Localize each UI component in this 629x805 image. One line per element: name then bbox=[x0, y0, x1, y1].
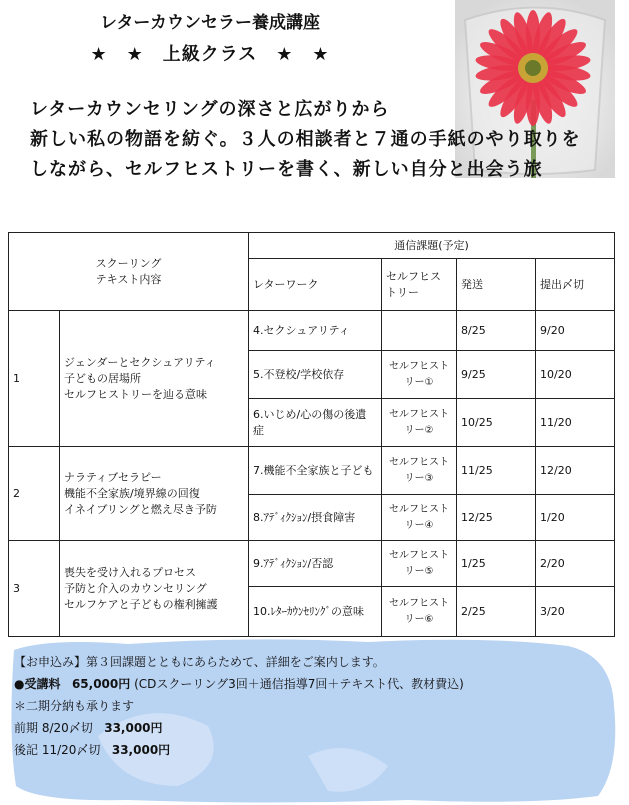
session-content: 喪失を受け入れるプロセス 予防と介入のカウンセリング セルフケアと子どもの権利擁護 bbox=[60, 541, 249, 637]
deadline-header: 提出〆切 bbox=[536, 259, 615, 311]
installment-line: ＊二期分納も承ります bbox=[14, 699, 135, 713]
selfhistory-cell: セルフヒストリー① bbox=[382, 351, 457, 399]
table-row bbox=[9, 541, 615, 587]
schooling-header: スクーリング テキスト内容 bbox=[9, 233, 249, 311]
send-cell: 1/25 bbox=[457, 541, 536, 587]
deadline-cell: 3/20 bbox=[536, 587, 615, 637]
schedule-table bbox=[8, 232, 615, 637]
letterwork-cell: 5.不登校/学校依存 bbox=[249, 351, 382, 399]
correspondence-header: 通信課題(予定) bbox=[249, 233, 615, 259]
selfhistory-cell: セルフヒストリー⑥ bbox=[382, 587, 457, 637]
letterwork-cell: 4.セクシュアリティ bbox=[249, 311, 382, 351]
deadline-cell: 9/20 bbox=[536, 311, 615, 351]
intro-line: 新しい私の物語を紡ぐ。３人の相談者と７通の手紙のやり取りを bbox=[30, 129, 581, 150]
fee-amount: 65,000円 bbox=[71, 677, 131, 691]
intro-line: しながら、セルフヒストリーを書く、新しい自分と出会う旅 bbox=[30, 159, 543, 180]
session-number: 3 bbox=[9, 541, 60, 637]
selfhistory-cell: セルフヒストリー④ bbox=[382, 495, 457, 541]
session-number: 2 bbox=[9, 447, 60, 541]
first-payment-line: 前期 8/20〆切 33,000円 bbox=[14, 721, 163, 735]
selfhistory-cell bbox=[382, 311, 457, 351]
table-row bbox=[9, 311, 615, 351]
send-cell: 12/25 bbox=[457, 495, 536, 541]
letterwork-header: レターワーク bbox=[249, 259, 382, 311]
apply-line: 【お申込み】第３回課題とともにあらためて、詳細をご案内します。 bbox=[14, 655, 385, 669]
selfhistory-header: セルフヒス トリー bbox=[382, 259, 457, 311]
class-subtitle: ★ ★ 上級クラス ★ ★ bbox=[90, 44, 330, 65]
send-header: 発送 bbox=[457, 259, 536, 311]
letterwork-cell: 8.ｱﾃﾞｨｸｼｮﾝ/摂食障害 bbox=[249, 495, 382, 541]
session-content: ジェンダーとセクシュアリティ 子どもの居場所 セルフヒストリーを辿る意味 bbox=[60, 311, 249, 447]
send-cell: 11/25 bbox=[457, 447, 536, 495]
session-content: ナラティブセラピー 機能不全家族/境界線の回復 イネイブリングと燃え尽き予防 bbox=[60, 447, 249, 541]
deadline-cell: 1/20 bbox=[536, 495, 615, 541]
fee-note: (CDスクーリング3回＋通信指導7回＋テキスト代、教材費込) bbox=[134, 677, 464, 691]
deadline-cell: 11/20 bbox=[536, 399, 615, 447]
deadline-cell: 10/20 bbox=[536, 351, 615, 399]
fee-line: ●受講料 65,000円 (CDスクーリング3回＋通信指導7回＋テキスト代、教材費込) bbox=[14, 677, 464, 691]
send-cell: 10/25 bbox=[457, 399, 536, 447]
send-cell: 9/25 bbox=[457, 351, 536, 399]
deadline-cell: 2/20 bbox=[536, 541, 615, 587]
table-row bbox=[9, 447, 615, 495]
letterwork-cell: 10.ﾚﾀｰｶｳﾝｾﾘﾝｸﾞの意味 bbox=[249, 587, 382, 637]
selfhistory-cell: セルフヒストリー⑤ bbox=[382, 541, 457, 587]
selfhistory-cell: セルフヒストリー② bbox=[382, 399, 457, 447]
intro-text bbox=[30, 95, 620, 185]
application-info bbox=[14, 651, 614, 761]
course-title: レターカウンセラー養成講座 bbox=[100, 13, 320, 33]
letterwork-cell: 9.ｱﾃﾞｨｸｼｮﾝ/否認 bbox=[249, 541, 382, 587]
send-cell: 8/25 bbox=[457, 311, 536, 351]
send-cell: 2/25 bbox=[457, 587, 536, 637]
intro-line: レターカウンセリングの深さと広がりから bbox=[30, 99, 390, 120]
deadline-cell: 12/20 bbox=[536, 447, 615, 495]
letterwork-cell: 7.機能不全家族と子ども bbox=[249, 447, 382, 495]
selfhistory-cell: セルフヒストリー③ bbox=[382, 447, 457, 495]
second-payment-line: 後記 11/20〆切 33,000円 bbox=[14, 743, 171, 757]
session-number: 1 bbox=[9, 311, 60, 447]
letterwork-cell: 6.いじめ/心の傷の後遺症 bbox=[249, 399, 382, 447]
